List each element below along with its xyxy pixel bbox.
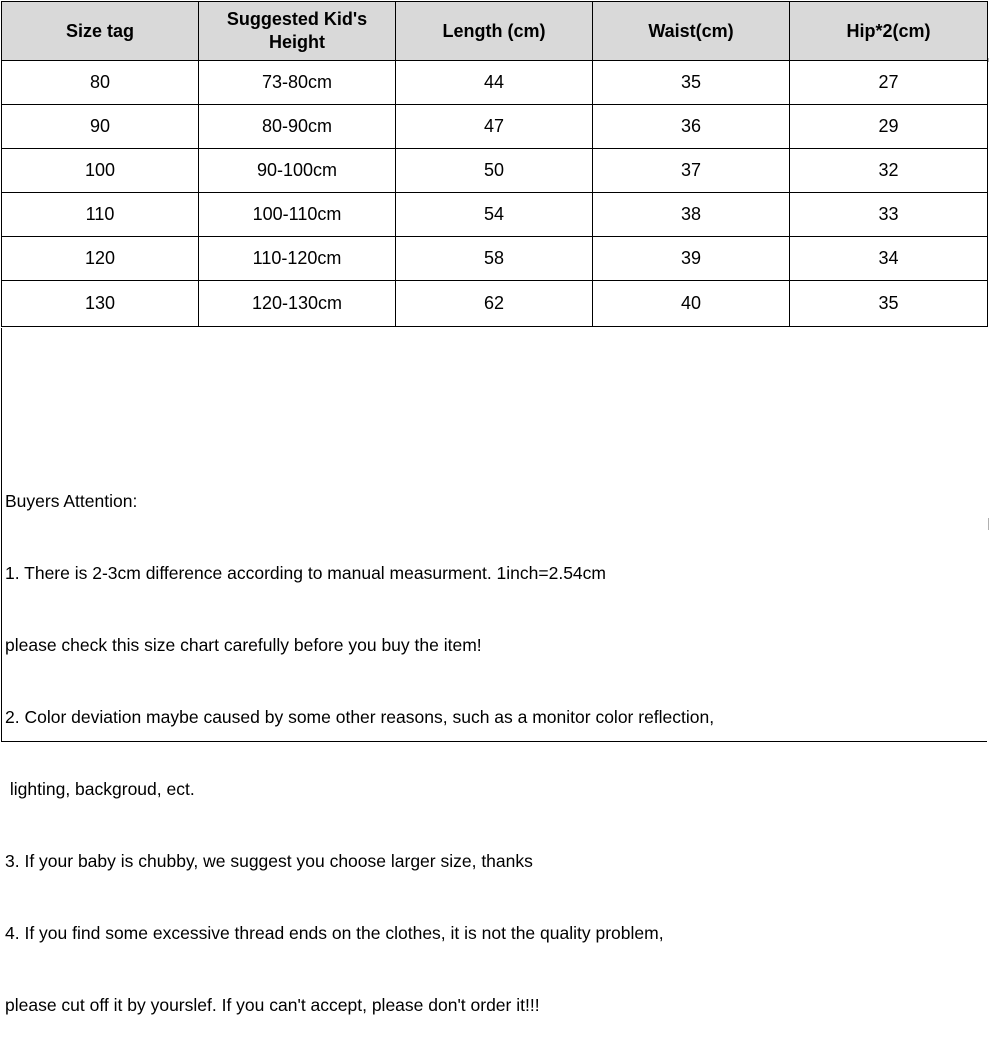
cell-length: 62: [396, 281, 593, 327]
cell-length: 44: [396, 61, 593, 105]
cell-height: 80-90cm: [199, 105, 396, 149]
cell-hip: 29: [790, 105, 988, 149]
cell-length: 58: [396, 237, 593, 281]
notes-line: 3. If your baby is chubby, we suggest you choose larger size, thanks: [5, 851, 533, 871]
cell-length: 47: [396, 105, 593, 149]
cell-size-tag: 130: [2, 281, 199, 327]
table-header-row: [2, 2, 988, 61]
cell-waist: 40: [593, 281, 790, 327]
cell-height: 110-120cm: [199, 237, 396, 281]
table-row: [2, 237, 988, 281]
cell-hip: 35: [790, 281, 988, 327]
notes-line: lighting, backgroud, ect.: [5, 779, 195, 799]
cell-size-tag: 120: [2, 237, 199, 281]
notes-line: please check this size chart carefully before you buy the item!: [5, 635, 482, 655]
notes-line: 2. Color deviation maybe caused by some other reasons, such as a monitor color reflection,: [5, 707, 715, 727]
header-length: Length (cm): [396, 2, 593, 61]
cell-waist: 36: [593, 105, 790, 149]
cell-hip: 33: [790, 193, 988, 237]
cell-size-tag: 110: [2, 193, 199, 237]
cell-hip: 32: [790, 149, 988, 193]
header-size-tag: Size tag: [2, 2, 199, 61]
cell-waist: 38: [593, 193, 790, 237]
cell-size-tag: 80: [2, 61, 199, 105]
cell-hip: 34: [790, 237, 988, 281]
table-row: [2, 193, 988, 237]
table-row: [2, 105, 988, 149]
notes-line: 4. If you find some excessive thread ends on the clothes, it is not the quality problem,: [5, 923, 664, 943]
header-waist: Waist(cm): [593, 2, 790, 61]
header-height-line-2: Height: [269, 32, 325, 52]
cell-length: 50: [396, 149, 593, 193]
header-hip: Hip*2(cm): [790, 2, 988, 61]
size-chart-table: [1, 1, 988, 327]
notes-line: 1. There is 2-3cm difference according to manual measurment. 1inch=2.54cm: [5, 563, 606, 583]
header-height-line-1: Suggested Kid's: [226, 9, 368, 29]
cell-length: 54: [396, 193, 593, 237]
cell-size-tag: 90: [2, 105, 199, 149]
table-row: [2, 149, 988, 193]
cell-waist: 39: [593, 237, 790, 281]
cell-hip: 27: [790, 61, 988, 105]
cell-height: 120-130cm: [199, 281, 396, 327]
notes-heading: Buyers Attention:: [5, 491, 138, 511]
cell-height: 90-100cm: [199, 149, 396, 193]
table-row: [2, 61, 988, 105]
cell-height: 100-110cm: [199, 193, 396, 237]
header-suggested-height: [199, 2, 396, 61]
cell-waist: 35: [593, 61, 790, 105]
cell-size-tag: 100: [2, 149, 199, 193]
table-row: [2, 281, 988, 327]
buyers-attention-notes: [5, 441, 714, 1041]
cell-waist: 37: [593, 149, 790, 193]
cell-height: 73-80cm: [199, 61, 396, 105]
notes-line: please cut off it by yourslef. If you can't accept, please don't order it!!!: [5, 995, 540, 1015]
